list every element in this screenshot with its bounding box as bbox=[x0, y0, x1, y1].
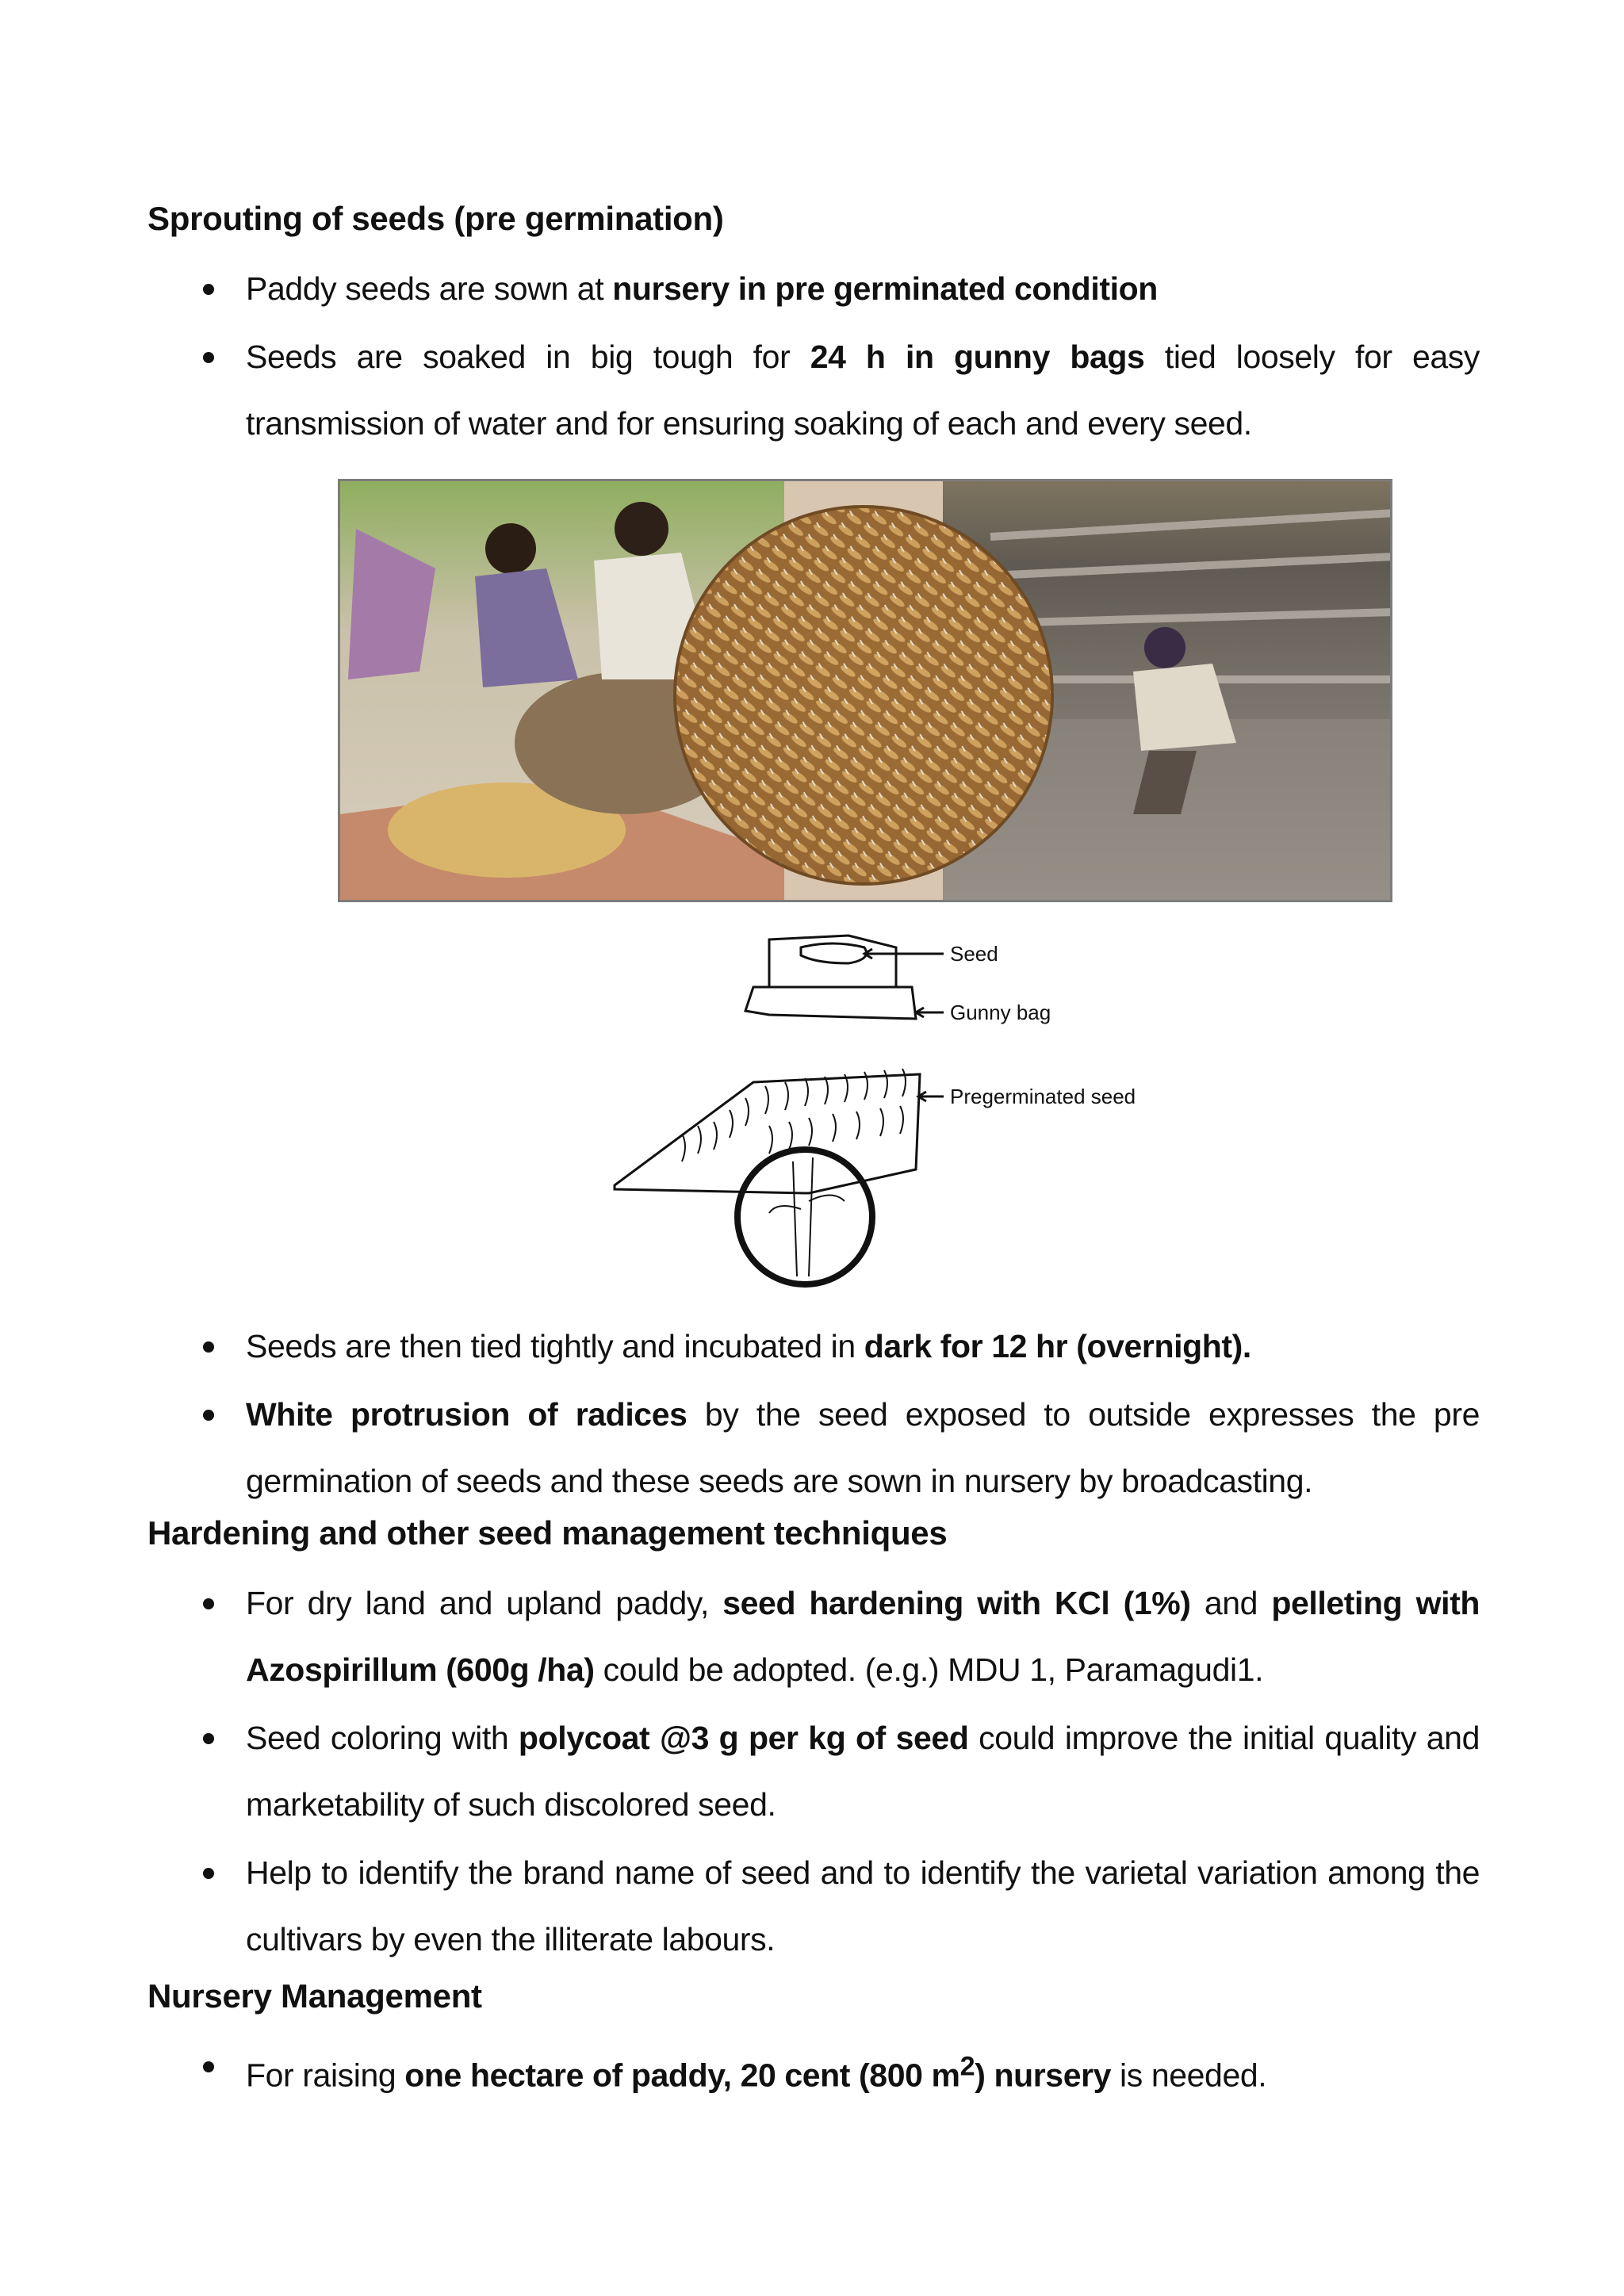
label-gunny-bag: Gunny bag bbox=[950, 1001, 1051, 1024]
bullet-icon bbox=[203, 1716, 251, 1744]
list-item: Seeds are then tied tightly and incubated in dark for 12 hr (overnight). bbox=[246, 1328, 1251, 1364]
bullet-icon bbox=[203, 1392, 251, 1421]
bullet-icon bbox=[203, 1581, 251, 1609]
section-heading-sprouting: Sprouting of seeds (pre germination) bbox=[147, 200, 724, 237]
list-item: For raising one hectare of paddy, 20 cent (800 $m^2$) nursery is needed. bbox=[246, 2051, 1267, 2094]
bullet-icon bbox=[203, 335, 251, 363]
list-item: White protrusion of radices by the seed exposed to outside expresses the pre germination of seeds and these seeds are sown in nursery by broadcasting. bbox=[246, 1396, 1480, 1499]
list-item: Seed coloring with polycoat @3 g per kg of seed could improve the initial quality and marketability of such discolored seed. bbox=[246, 1720, 1480, 1823]
bullet-icon bbox=[203, 266, 251, 295]
photo-collage bbox=[338, 479, 1392, 902]
bullet-icon bbox=[203, 2044, 251, 2072]
list-item: Paddy seeds are sown at nursery in pre germinated condition bbox=[246, 270, 1158, 307]
list-item: Help to identify the brand name of seed and to identify the varietal variation among the cultivars by even the illiterate labours. bbox=[246, 1854, 1480, 1957]
gunny-bag-diagram bbox=[611, 924, 1166, 1288]
bullet-icon bbox=[203, 1324, 251, 1353]
label-pregerminated-seed: Pregerminated seed bbox=[950, 1085, 1136, 1108]
section-heading-hardening: Hardening and other seed management techniques bbox=[147, 1514, 948, 1552]
section-heading-nursery: Nursery Management bbox=[147, 1977, 482, 2015]
seed-sowing-photo bbox=[340, 481, 1392, 902]
list-item: Seeds are soaked in big tough for 24 h in gunny bags tied loosely for easy transmission of water and for ensuring soaking of each and every seed. bbox=[246, 339, 1480, 442]
label-seed: Seed bbox=[950, 942, 998, 966]
bullet-icon bbox=[203, 1850, 251, 1879]
list-item: For dry land and upland paddy, seed hardening with KCl (1%) and pelleting with Azospirillum (600g /ha) could be adopted. (e.g.) MDU 1, Paramagudi1. bbox=[246, 1585, 1480, 1688]
